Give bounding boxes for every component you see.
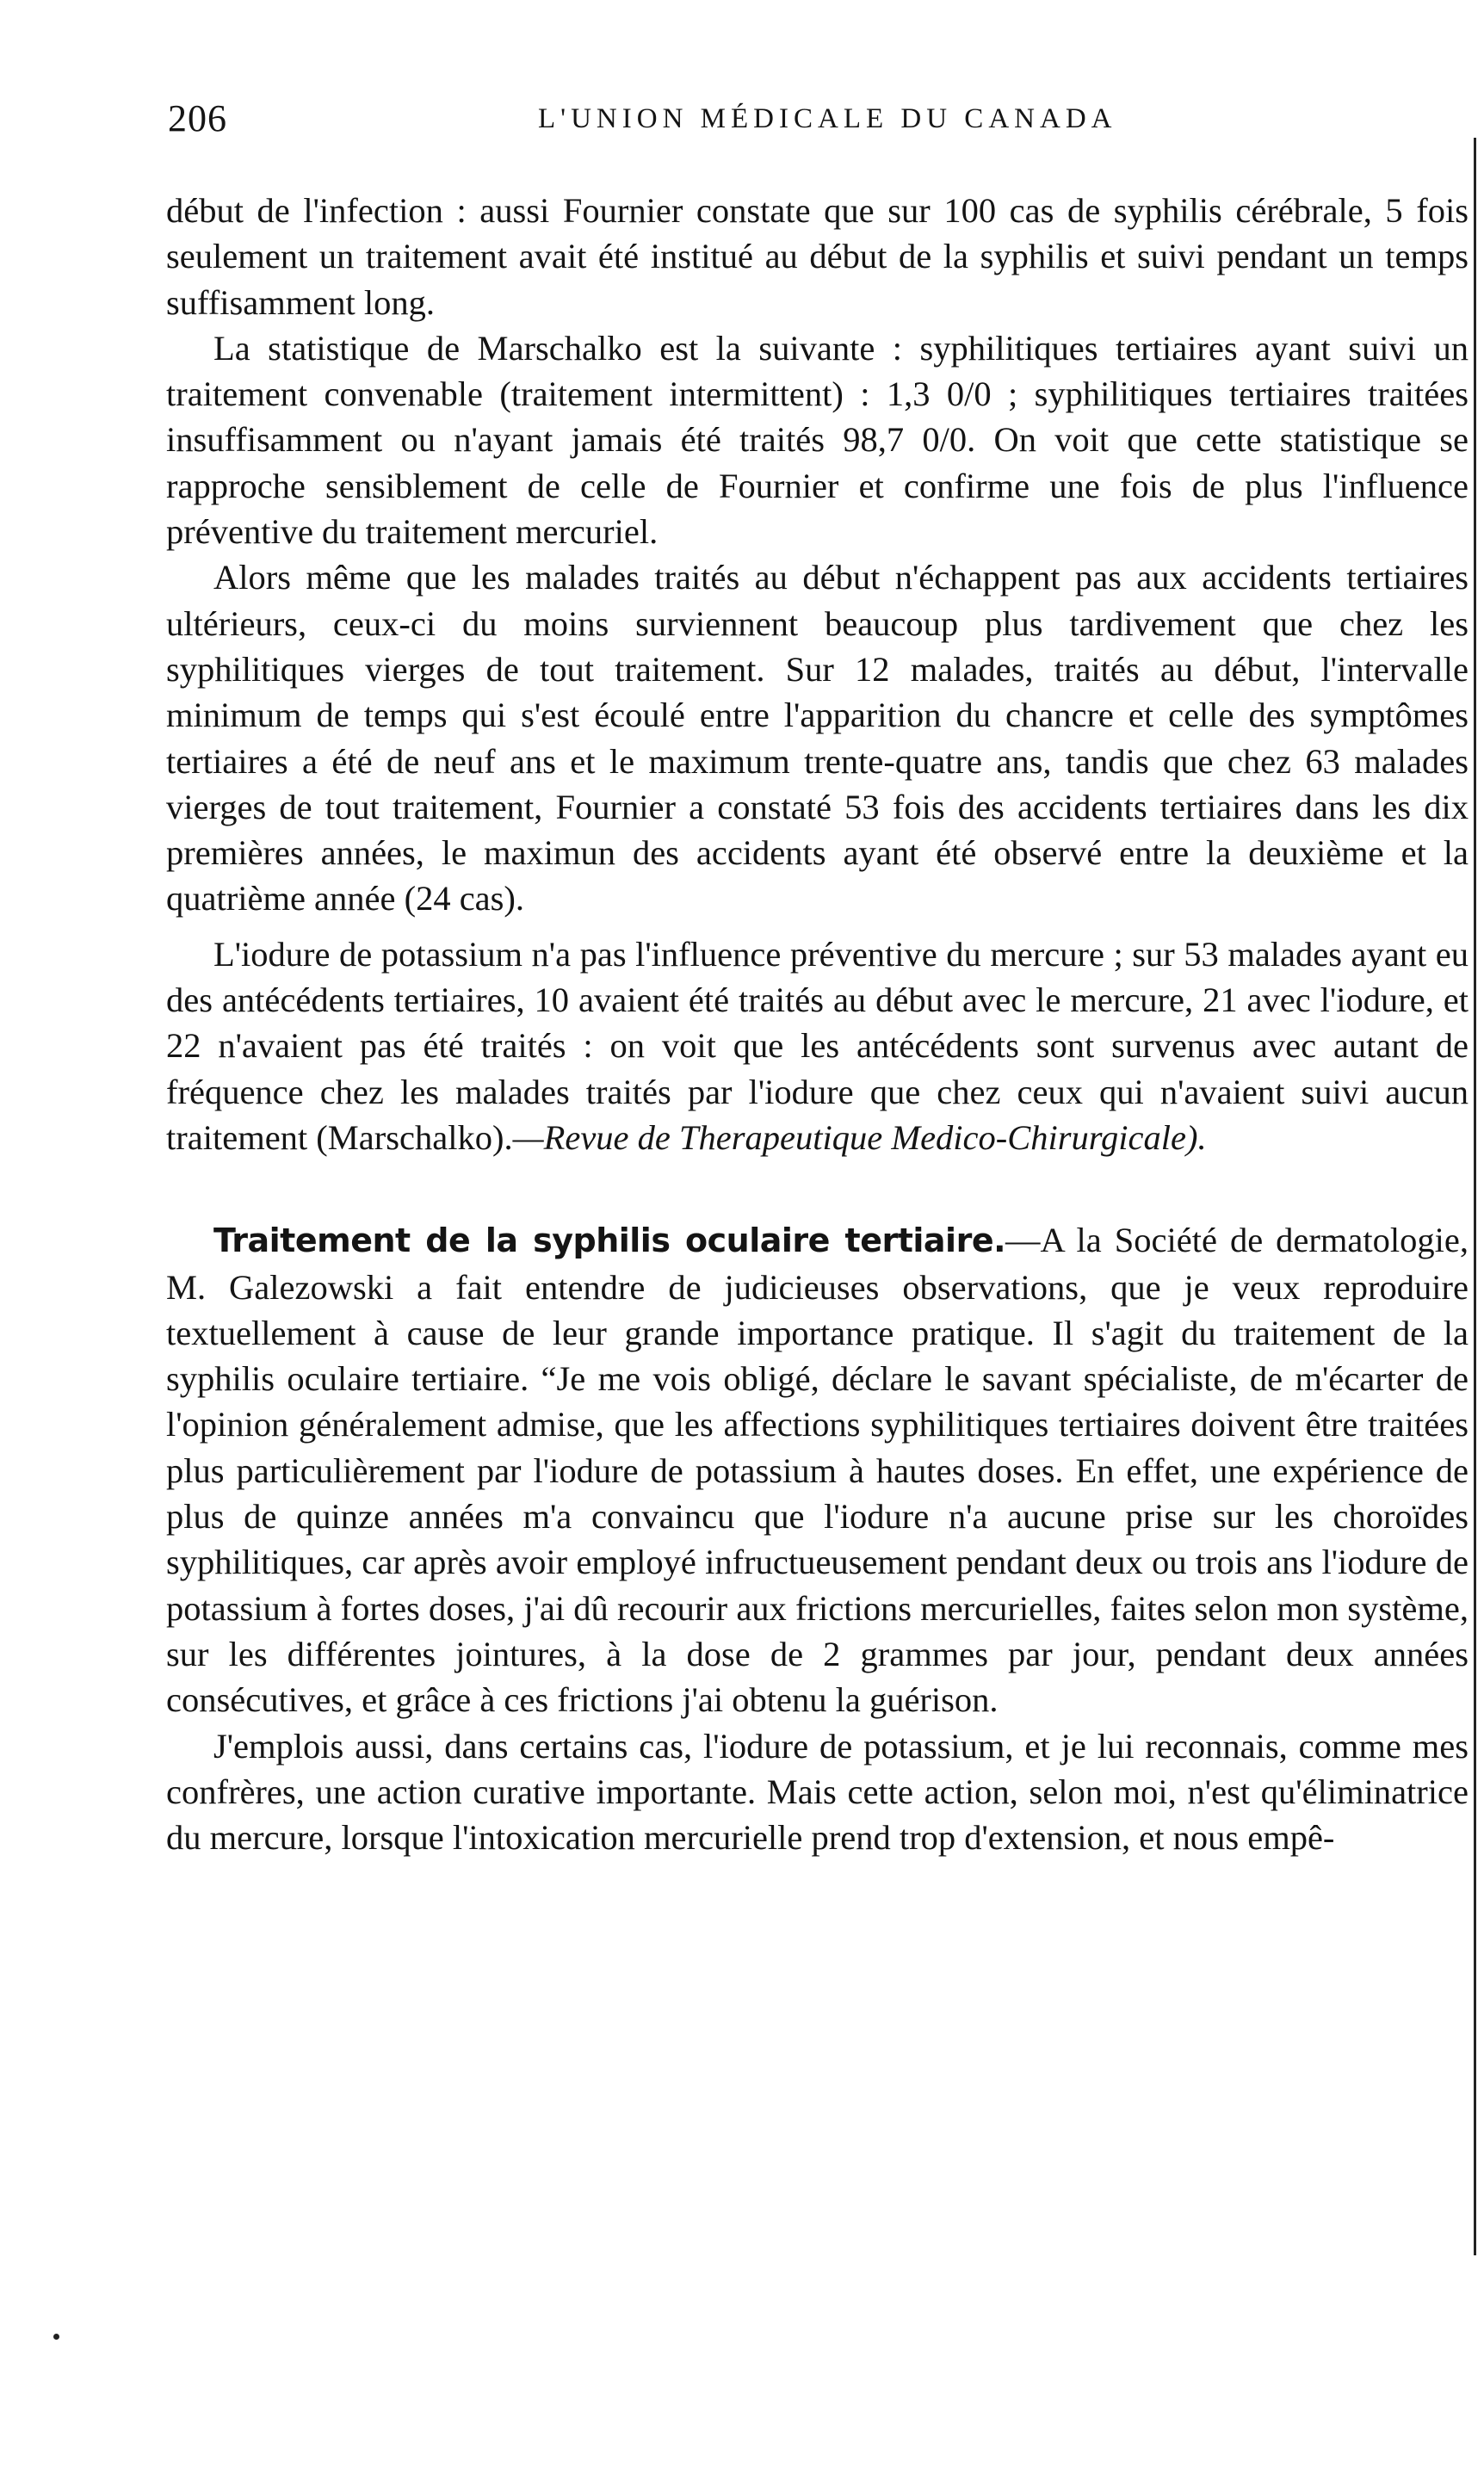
margin-rule	[1474, 138, 1476, 2255]
body-text	[166, 188, 1469, 1860]
paragraph: Alors même que les malades traités au début n'échappent pas aux accidents tertiaires ultérieurs, ceux-ci du moins surviennent beaucoup plus tardivement que chez les syphilitiques vierges de tout traitement. Sur 12 malades, traités au début, l'intervalle minimum de temps qui s'est écoulé entre l'apparition du chancre et celle des symptômes tertiaires a été de neuf ans et le maximum trente-quatre ans, tandis que chez 63 malades vierges de tout traitement, Fournier a constaté 53 fois des accidents tertiaires dans les dix premières années, le maximun des accidents ayant été observé entre la deuxième et la quatrième année (24 cas).	[166, 558, 1469, 918]
paragraph: début de l'infection : aussi Fournier constate que sur 100 cas de syphilis cérébrale, 5 fois seulement un traitement avait été institué au début de la syphilis et suivi pendant un temps suffisamment long.	[166, 191, 1469, 322]
paragraph	[166, 931, 1469, 1160]
page-number: 206	[168, 97, 227, 139]
running-head: L'UNION MÉDICALE DU CANADA	[538, 103, 1117, 134]
paragraph-text: —A la Société de dermatologie, M. Galezowski a fait entendre de judicieuses observations, que je veux reproduire textuellement à cause de leur grande importance pratique. Il s'agit du traitement de la syphilis oculaire tertiaire. “Je me vois obligé, déclare le savant spécialiste, de m'écarter de l'opinion généralement admise, que les affections syphilitiques tertiaires doivent être traitées plus particulièrement par l'iodure de potassium à hautes doses. En effet, une expérience de plus de quinze années m'a convaincu que l'iodure n'a aucune prise sur les choroïdes syphilitiques, car après avoir employé infructueusement pendant deux ou trois ans l'iodure de potassium à fortes doses, j'ai dû recourir aux frictions mercurielles, faites selon mon système, sur les différentes jointures, à la dose de 2 grammes par jour, pendant deux années consécutives, et grâce à ces frictions j'ai obtenu la guérison.	[166, 1221, 1469, 1720]
section-title: Traitement de la syphilis oculaire tertiaire.	[213, 1221, 1006, 1260]
source-citation: —Revue de Therapeutique Medico-Chirurgicale).	[512, 1117, 1207, 1157]
stray-mark	[53, 2334, 59, 2340]
page-header	[168, 96, 1472, 148]
paragraph: La statistique de Marschalko est la suivante : syphilitiques tertiaires ayant suivi un traitement convenable (traitement intermittent) : 1,3 0/0 ; syphilitiques tertiaires traitées insuffisamment ou n'ayant jamais été traités 98,7 0/0. On voit que cette statistique se rapproche sensiblement de celle de Fournier et confirme une fois de plus l'influence préventive du traitement mercuriel.	[166, 328, 1469, 552]
section-paragraph	[166, 1217, 1469, 1722]
paragraph: J'emplois aussi, dans certains cas, l'iodure de potassium, et je lui reconnais, comme mes confrères, une action curative importante. Mais cette action, selon moi, n'est qu'éliminatrice du mercure, lorsque l'intoxication mercurielle prend trop d'extension, et nous empê-	[166, 1726, 1469, 1858]
paragraph-text: L'iodure de potassium n'a pas l'influence préventive du mercure ; sur 53 malades ayant eu des antécédents tertiaires, 10 avaient été traités au début avec le mercure, 21 avec l'iodure, et 22 n'avaient pas été traités : on voit que les antécédents sont survenus avec autant de fréquence chez les malades traités par l'iodure que chez ceux qui n'avaient suivi aucun traitement (Marschalko).	[166, 934, 1469, 1157]
